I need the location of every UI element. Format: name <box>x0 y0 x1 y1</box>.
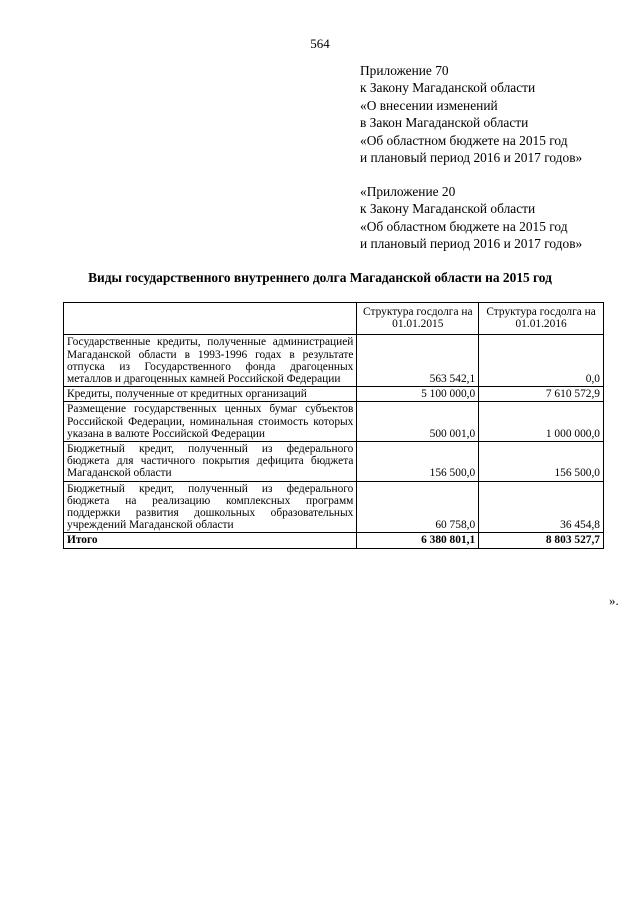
appendix-original-line: к Закону Магаданской области <box>360 201 536 217</box>
appendix-header-line: «Об областном бюджете на 2015 год <box>360 132 568 148</box>
header-cell-label <box>64 303 357 335</box>
appendix-original-header <box>360 183 582 253</box>
table-header-row <box>64 303 604 335</box>
total-value-2016: 8 803 527,7 <box>479 533 604 548</box>
table-row <box>64 335 604 387</box>
appendix-header-line: в Закон Магаданской области <box>360 115 529 131</box>
table-row <box>64 387 604 402</box>
header-cell-2016: Структура госдолга на 01.01.2016 <box>479 303 604 335</box>
row-value-2016: 0,0 <box>479 335 604 387</box>
appendix-header-line: и плановый период 2016 и 2017 годов» <box>360 150 583 166</box>
appendix-header-line: «О внесении изменений <box>360 97 498 113</box>
row-label: Государственные кредиты, полученные администрацией Магаданской области в 1993-1996 годах в результате отпуска из Государственного фонда драгоценных металлов и драгоценных камней Российской Федерации <box>64 335 357 387</box>
closing-quote-mark: ». <box>609 593 619 608</box>
total-label: Итого <box>64 533 357 548</box>
row-label: Бюджетный кредит, полученный из федерального бюджета для частичного покрытия дефицита бюджета Магаданской области <box>64 442 357 482</box>
total-value-2015: 6 380 801,1 <box>357 533 479 548</box>
row-value-2015: 156 500,0 <box>357 442 479 482</box>
table-total-row <box>64 533 604 548</box>
appendix-original-line: «Приложение 20 <box>360 184 456 199</box>
debt-table <box>63 302 604 549</box>
row-label: Размещение государственных ценных бумаг субъектов Российской Федерации, номинальная стоимость которых указана в валюте Российской Федерации <box>64 402 357 442</box>
table-row <box>64 402 604 442</box>
row-value-2015: 5 100 000,0 <box>357 387 479 402</box>
appendix-original-line: «Об областном бюджете на 2015 год <box>360 218 568 234</box>
appendix-original-line: и плановый период 2016 и 2017 годов» <box>360 236 583 252</box>
table-row <box>64 481 604 533</box>
appendix-header-line: к Закону Магаданской области <box>360 80 536 96</box>
appendix-header-line: Приложение 70 <box>360 63 449 78</box>
document-title: Виды государственного внутреннего долга Магаданской области на 2015 год <box>88 270 552 285</box>
row-value-2016: 36 454,8 <box>479 481 604 533</box>
row-value-2015: 563 542,1 <box>357 335 479 387</box>
row-value-2016: 1 000 000,0 <box>479 402 604 442</box>
row-label: Бюджетный кредит, полученный из федерального бюджета на реализацию комплексных программ поддержки развития дошкольных образовательных учреждений Магаданской области <box>64 481 357 533</box>
page-number: 564 <box>310 36 330 51</box>
table-row <box>64 442 604 482</box>
row-value-2015: 500 001,0 <box>357 402 479 442</box>
row-value-2016: 156 500,0 <box>479 442 604 482</box>
appendix-header <box>360 62 582 166</box>
row-value-2016: 7 610 572,9 <box>479 387 604 402</box>
row-label: Кредиты, полученные от кредитных организаций <box>64 387 357 402</box>
row-value-2015: 60 758,0 <box>357 481 479 533</box>
header-cell-2015: Структура госдолга на 01.01.2015 <box>357 303 479 335</box>
